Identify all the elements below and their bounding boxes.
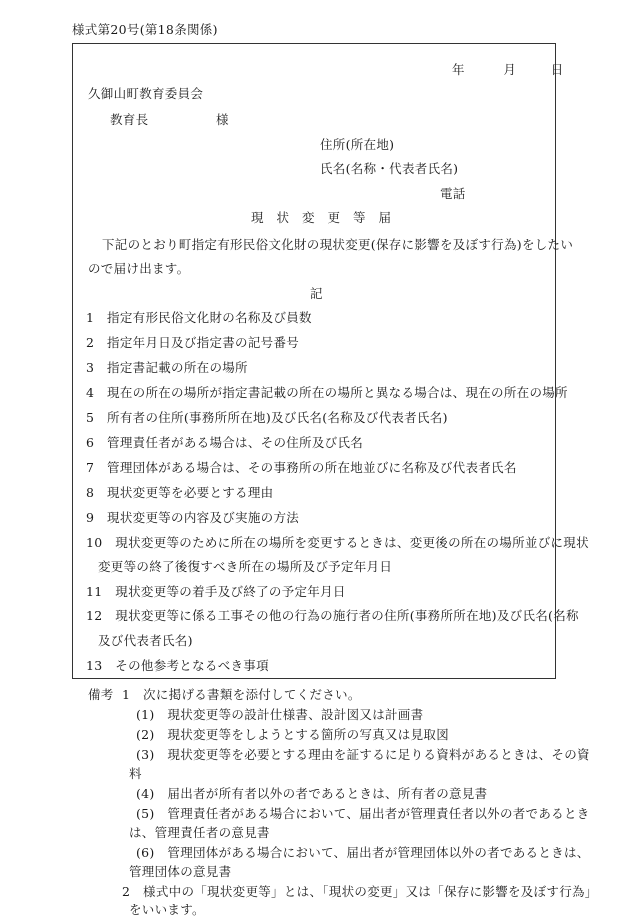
list-item: 12 現状変更等に係る工事その他の行為の施行者の住所(事務所所在地)及び氏名(名称 <box>86 608 579 623</box>
intro-line-1: 下記のとおり町指定有形民俗文化財の現状変更(保存に影響を及ぼす行為)をしたい <box>102 237 574 252</box>
list-item: 5 所有者の住所(事務所所在地)及び氏名(名称及び代表者氏名) <box>86 410 448 425</box>
list-item: 7 管理団体がある場合は、その事務所の所在地並びに名称及び代表者氏名 <box>86 460 517 475</box>
notes-label: 備考 <box>88 687 114 702</box>
list-item: 13 その他参考となるべき事項 <box>86 658 269 673</box>
list-item: 1 指定有形民俗文化財の名称及び員数 <box>86 310 312 325</box>
list-item: 4 現在の所在の場所が指定書記載の所在の場所と異なる場合は、現在の所在の場所 <box>86 385 568 400</box>
list-item: 10 現状変更等のために所在の場所を変更するときは、変更後の所在の場所並びに現状 <box>86 535 589 550</box>
date-year: 年 <box>452 62 465 77</box>
list-item: 2 指定年月日及び指定書の記号番号 <box>86 335 300 350</box>
list-item-continuation: 及び代表者氏名) <box>98 633 193 648</box>
note-line: (3) 現状変更等を必要とする理由を証するに足りる資料があるときは、その資 <box>136 747 590 762</box>
form-number: 様式第20号(第18条関係) <box>72 22 218 37</box>
note-line: (1) 現状変更等の設計仕様書、設計図又は計画書 <box>136 707 424 722</box>
note-line: 料 <box>129 766 142 781</box>
note-line: 管理団体の意見書 <box>129 864 232 879</box>
list-item: 11 現状変更等の着手及び終了の予定年月日 <box>86 584 346 599</box>
document-title: 現状変更等届 <box>251 210 405 225</box>
note-line: 2 様式中の「現状変更等」とは、「現状の変更」又は「保存に影響を及ぼす行為」 <box>122 884 598 899</box>
date-day: 日 <box>550 62 564 77</box>
note-line: をいいます。 <box>129 902 205 917</box>
address-label: 住所(所在地) <box>320 137 395 152</box>
note-line: (2) 現状変更等をしようとする箇所の写真又は見取図 <box>136 727 450 742</box>
list-item-continuation: 変更等の終了後復すべき所在の場所及び予定年月日 <box>98 559 393 574</box>
list-item: 9 現状変更等の内容及び実施の方法 <box>86 510 300 525</box>
honorific: 様 <box>216 112 229 127</box>
note-line: (5) 管理責任者がある場合において、届出者が管理責任者以外の者であるとき <box>136 806 590 821</box>
date-month: 月 <box>503 62 517 77</box>
addressee-org: 久御山町教育委員会 <box>88 86 204 101</box>
note-line: (6) 管理団体がある場合において、届出者が管理団体以外の者であるときは、 <box>136 845 590 860</box>
note-line: 1 次に掲げる書類を添付してください。 <box>122 687 361 702</box>
ki-heading: 記 <box>310 286 323 301</box>
list-item: 6 管理責任者がある場合は、その住所及び氏名 <box>86 435 364 450</box>
name-label: 氏名(名称・代表者氏名) <box>320 161 459 176</box>
note-line: は、管理責任者の意見書 <box>129 825 270 840</box>
list-item: 3 指定書記載の所在の場所 <box>86 360 248 375</box>
list-item: 8 現状変更等を必要とする理由 <box>86 485 274 500</box>
date-row <box>452 60 564 78</box>
note-line: (4) 届出者が所有者以外の者であるときは、所有者の意見書 <box>136 786 488 801</box>
addressee-person: 教育長 <box>110 112 149 127</box>
intro-line-2: ので届け出ます。 <box>88 261 190 276</box>
phone-label: 電話 <box>440 186 466 201</box>
